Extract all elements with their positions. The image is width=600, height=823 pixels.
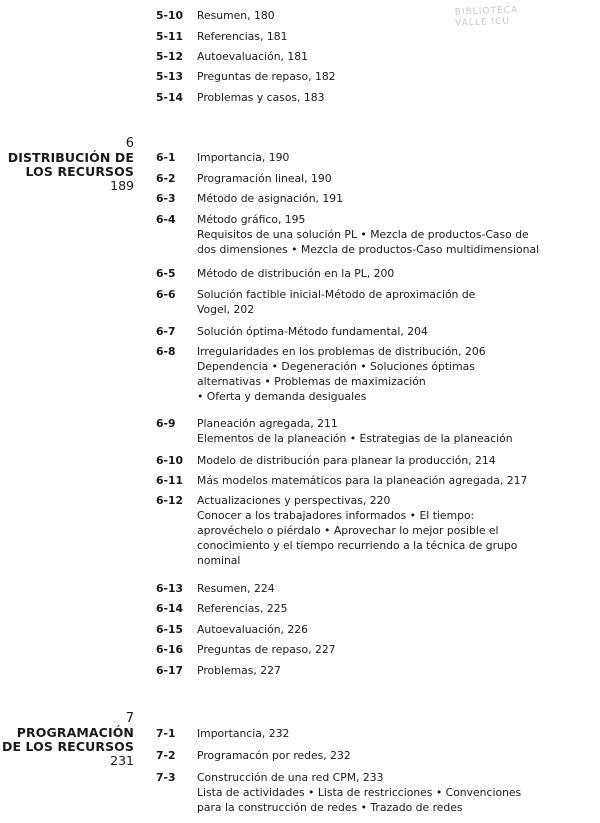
- entry-number: 6-7: [156, 325, 176, 338]
- entry-number: 6-10: [156, 454, 184, 467]
- toc-entry[interactable]: [156, 453, 596, 468]
- chapter-number: 6: [125, 136, 134, 151]
- entry-title: Planeación agregada, 211: [197, 417, 338, 430]
- entry-title: Problemas y casos, 183: [197, 91, 325, 104]
- chapter-page: 231: [110, 753, 134, 768]
- entry-title: Resumen, 224: [197, 582, 275, 595]
- entry-number: 7-2: [156, 749, 176, 762]
- entry-subtopics: aprovéchelo o piérdalo • Aprovechar lo mejor posible el: [197, 524, 499, 537]
- toc-entry[interactable]: [156, 581, 596, 596]
- entry-title: Irregularidades en los problemas de distribución, 206: [197, 345, 486, 358]
- chapter-title: LOS RECURSOS: [25, 164, 134, 179]
- entry-title: Actualizaciones y perspectivas, 220: [197, 494, 391, 507]
- entry-title: Método de distribución en la PL, 200: [197, 267, 395, 280]
- toc-entry[interactable]: [156, 601, 596, 616]
- entry-number: 6-15: [156, 623, 184, 636]
- toc-entry[interactable]: [156, 622, 596, 637]
- entry-subtopics: alternativas • Problemas de maximización: [197, 375, 426, 388]
- entry-title: Construcción de una red CPM, 233: [197, 771, 384, 784]
- chapter-7-heading[interactable]: [0, 712, 134, 768]
- entry-number: 6-2: [156, 172, 176, 185]
- entry-subtopics: nominal: [197, 554, 241, 567]
- toc-entry[interactable]: [156, 171, 596, 186]
- toc-entry[interactable]: [156, 29, 596, 44]
- entry-title: Vogel, 202: [197, 303, 255, 316]
- entry-title: Preguntas de repaso, 182: [197, 70, 336, 83]
- toc-entry[interactable]: [156, 726, 596, 741]
- stamp-line: VALLE ICU: [455, 16, 511, 29]
- entry-title: Referencias, 225: [197, 602, 288, 615]
- entry-title: Importancia, 190: [197, 151, 290, 164]
- entry-number: 6-5: [156, 267, 176, 280]
- entry-subtopics: • Oferta y demanda desiguales: [197, 390, 367, 403]
- toc-entry[interactable]: [156, 49, 596, 64]
- entry-number: 6-17: [156, 664, 184, 677]
- toc-entry[interactable]: [156, 287, 596, 317]
- toc-entry[interactable]: [156, 493, 596, 568]
- toc-entry[interactable]: [156, 324, 596, 339]
- toc-entry[interactable]: [156, 69, 596, 84]
- entry-title: Método gráfico, 195: [197, 213, 306, 226]
- entry-title: Importancia, 232: [197, 727, 290, 740]
- entry-number: 6-12: [156, 494, 184, 507]
- entry-number: 6-13: [156, 582, 184, 595]
- entry-number: 5-12: [156, 50, 184, 63]
- toc-entry[interactable]: [156, 212, 596, 257]
- entry-number: 6-4: [156, 213, 176, 226]
- entry-number: 6-16: [156, 643, 184, 656]
- entry-number: 6-8: [156, 345, 176, 358]
- entry-number: 6-14: [156, 602, 184, 615]
- entry-number: 6-6: [156, 288, 176, 301]
- entry-subtopics: Dependencia • Degeneración • Soluciones óptimas: [197, 360, 475, 373]
- entry-title: Solución factible inicial-Método de aproximación de: [197, 288, 476, 301]
- toc-entry[interactable]: [156, 663, 596, 678]
- chapter-page: 189: [110, 178, 134, 193]
- entry-subtopics: conocimiento y el tiempo recurriendo a la técnica de grupo: [197, 539, 518, 552]
- entry-subtopics: Elementos de la planeación • Estrategias de la planeación: [197, 432, 513, 445]
- entry-title: Programacón por redes, 232: [197, 749, 351, 762]
- entry-title: Referencias, 181: [197, 30, 288, 43]
- toc-entry[interactable]: [156, 344, 596, 404]
- entry-title: Problemas, 227: [197, 664, 281, 677]
- toc-entry[interactable]: [156, 748, 596, 763]
- chapter-6-heading[interactable]: [0, 137, 134, 193]
- toc-entry[interactable]: [156, 150, 596, 165]
- toc-entry[interactable]: [156, 642, 596, 657]
- entry-title: Autoevaluación, 181: [197, 50, 309, 63]
- entry-number: 6-9: [156, 417, 176, 430]
- entry-subtopics: Requisitos de una solución PL • Mezcla de productos-Caso de: [197, 228, 529, 241]
- entry-title: Modelo de distribución para planear la producción, 214: [197, 454, 496, 467]
- entry-title: Solución óptima-Método fundamental, 204: [197, 325, 428, 338]
- chapter-title: PROGRAMACIÓN: [16, 725, 134, 740]
- entry-title: Método de asignación, 191: [197, 192, 344, 205]
- entry-number: 6-1: [156, 151, 176, 164]
- entry-number: 5-11: [156, 30, 184, 43]
- chapter-title: DISTRIBUCIÓN DE: [7, 150, 134, 165]
- entry-number: 5-10: [156, 9, 184, 22]
- entry-subtopics: Conocer a los trabajadores informados • El tiempo:: [197, 509, 475, 522]
- entry-subtopics: Lista de actividades • Lista de restricciones • Convenciones: [197, 786, 522, 799]
- toc-entry[interactable]: [156, 90, 596, 105]
- entry-title: Autoevaluación, 226: [197, 623, 309, 636]
- stamp-line: BIBLIOTECA: [454, 5, 519, 18]
- entry-number: 5-14: [156, 91, 184, 104]
- entry-number: 5-13: [156, 70, 184, 83]
- toc-entry[interactable]: [156, 770, 596, 815]
- toc-entry[interactable]: [156, 416, 596, 446]
- entry-subtopics: dos dimensiones • Mezcla de productos-Caso multidimensional: [197, 243, 540, 256]
- toc-entry[interactable]: [156, 473, 596, 488]
- chapter-title: DE LOS RECURSOS: [1, 739, 134, 754]
- entry-number: 6-3: [156, 192, 176, 205]
- toc-entry[interactable]: [156, 191, 596, 206]
- entry-number: 6-11: [156, 474, 184, 487]
- entry-number: 7-1: [156, 727, 176, 740]
- entry-title: Programación lineal, 190: [197, 172, 332, 185]
- entry-title: Más modelos matemáticos para la planeación agregada, 217: [197, 474, 528, 487]
- entry-subtopics: para la construcción de redes • Trazado de redes: [197, 801, 463, 814]
- toc-entry[interactable]: [156, 266, 596, 281]
- toc-entry[interactable]: [156, 8, 596, 23]
- entry-number: 7-3: [156, 771, 176, 784]
- chapter-number: 7: [125, 711, 134, 726]
- entry-title: Preguntas de repaso, 227: [197, 643, 336, 656]
- entry-title: Resumen, 180: [197, 9, 275, 22]
